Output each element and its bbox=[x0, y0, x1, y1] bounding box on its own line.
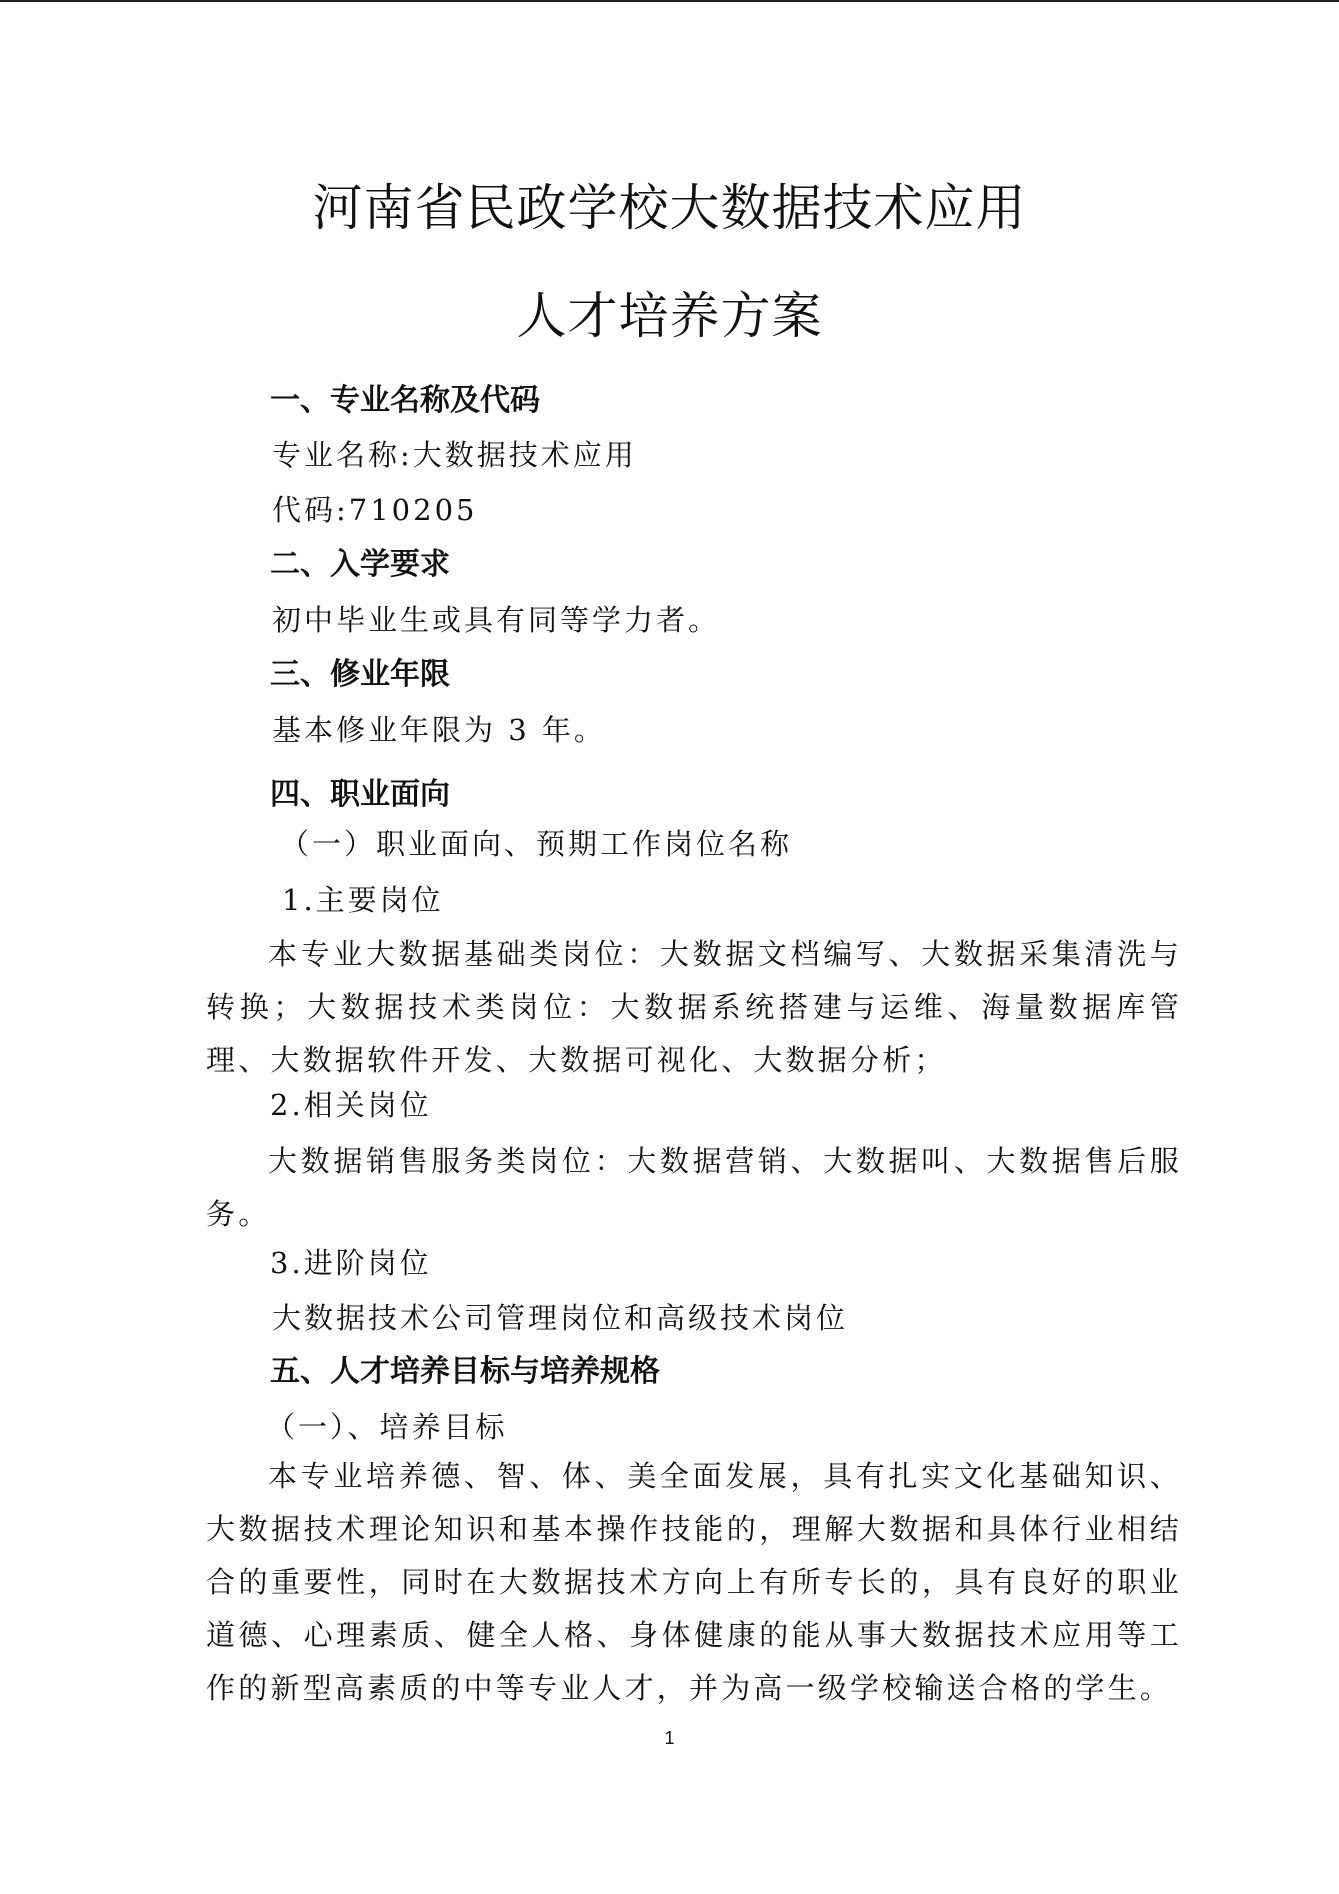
advanced-positions-text: 大数据技术公司管理岗位和高级技术岗位 bbox=[272, 1301, 849, 1335]
document-title-line1: 河南省民政学校大数据技术应用 bbox=[312, 179, 1027, 237]
document-title-line2: 人才培养方案 bbox=[516, 287, 823, 345]
section5-heading: 五、人才培养目标与培养规格 bbox=[270, 1354, 660, 1389]
training-goal-text: 本专业培养德、智、体、美全面发展，具有扎实文化基础知识、大数据技术理论知识和基本操作技能的，理解大数据和具体行业相结合的重要性，同时在大数据技术方向上有所专长的，具有良好的职业道德、心理素质、健全人格、身体健康的能从事大数据技术应用等工作的新型高素质的中等专业人才，并为高一级学校输送合格的学生。 bbox=[206, 1459, 1182, 1705]
section4-heading: 四、职业面向 bbox=[270, 777, 450, 812]
related-positions-title: 2.相关岗位 bbox=[270, 1088, 432, 1122]
section2-heading: 二、入学要求 bbox=[270, 547, 450, 582]
main-positions-title: 1.主要岗位 bbox=[282, 883, 444, 917]
page-top-border bbox=[0, 0, 1339, 2]
section4-subheading: （一）职业面向、预期工作岗位名称 bbox=[280, 827, 793, 861]
section5-subheading: （一）、培养目标 bbox=[266, 1410, 508, 1444]
main-positions-text: 本专业大数据基础类岗位：大数据文档编写、大数据采集清洗与转换；大数据技术类岗位：大数据系统搭建与运维、海量数据库管理、大数据软件开发、大数据可视化、大数据分析； bbox=[206, 937, 1182, 1077]
major-name: 专业名称:大数据技术应用 bbox=[272, 438, 637, 472]
related-positions-text: 大数据销售服务类岗位：大数据营销、大数据叫、大数据售后服务。 bbox=[206, 1144, 1182, 1231]
section3-heading: 三、修业年限 bbox=[270, 657, 450, 692]
page-number: 1 bbox=[664, 1728, 675, 1748]
major-code: 代码:710205 bbox=[272, 493, 478, 527]
section1-heading: 一、专业名称及代码 bbox=[270, 383, 540, 418]
admission-text: 初中毕业生或具有同等学力者。 bbox=[272, 603, 721, 637]
duration-text: 基本修业年限为 3 年。 bbox=[272, 713, 606, 747]
advanced-positions-title: 3.进阶岗位 bbox=[270, 1246, 432, 1280]
